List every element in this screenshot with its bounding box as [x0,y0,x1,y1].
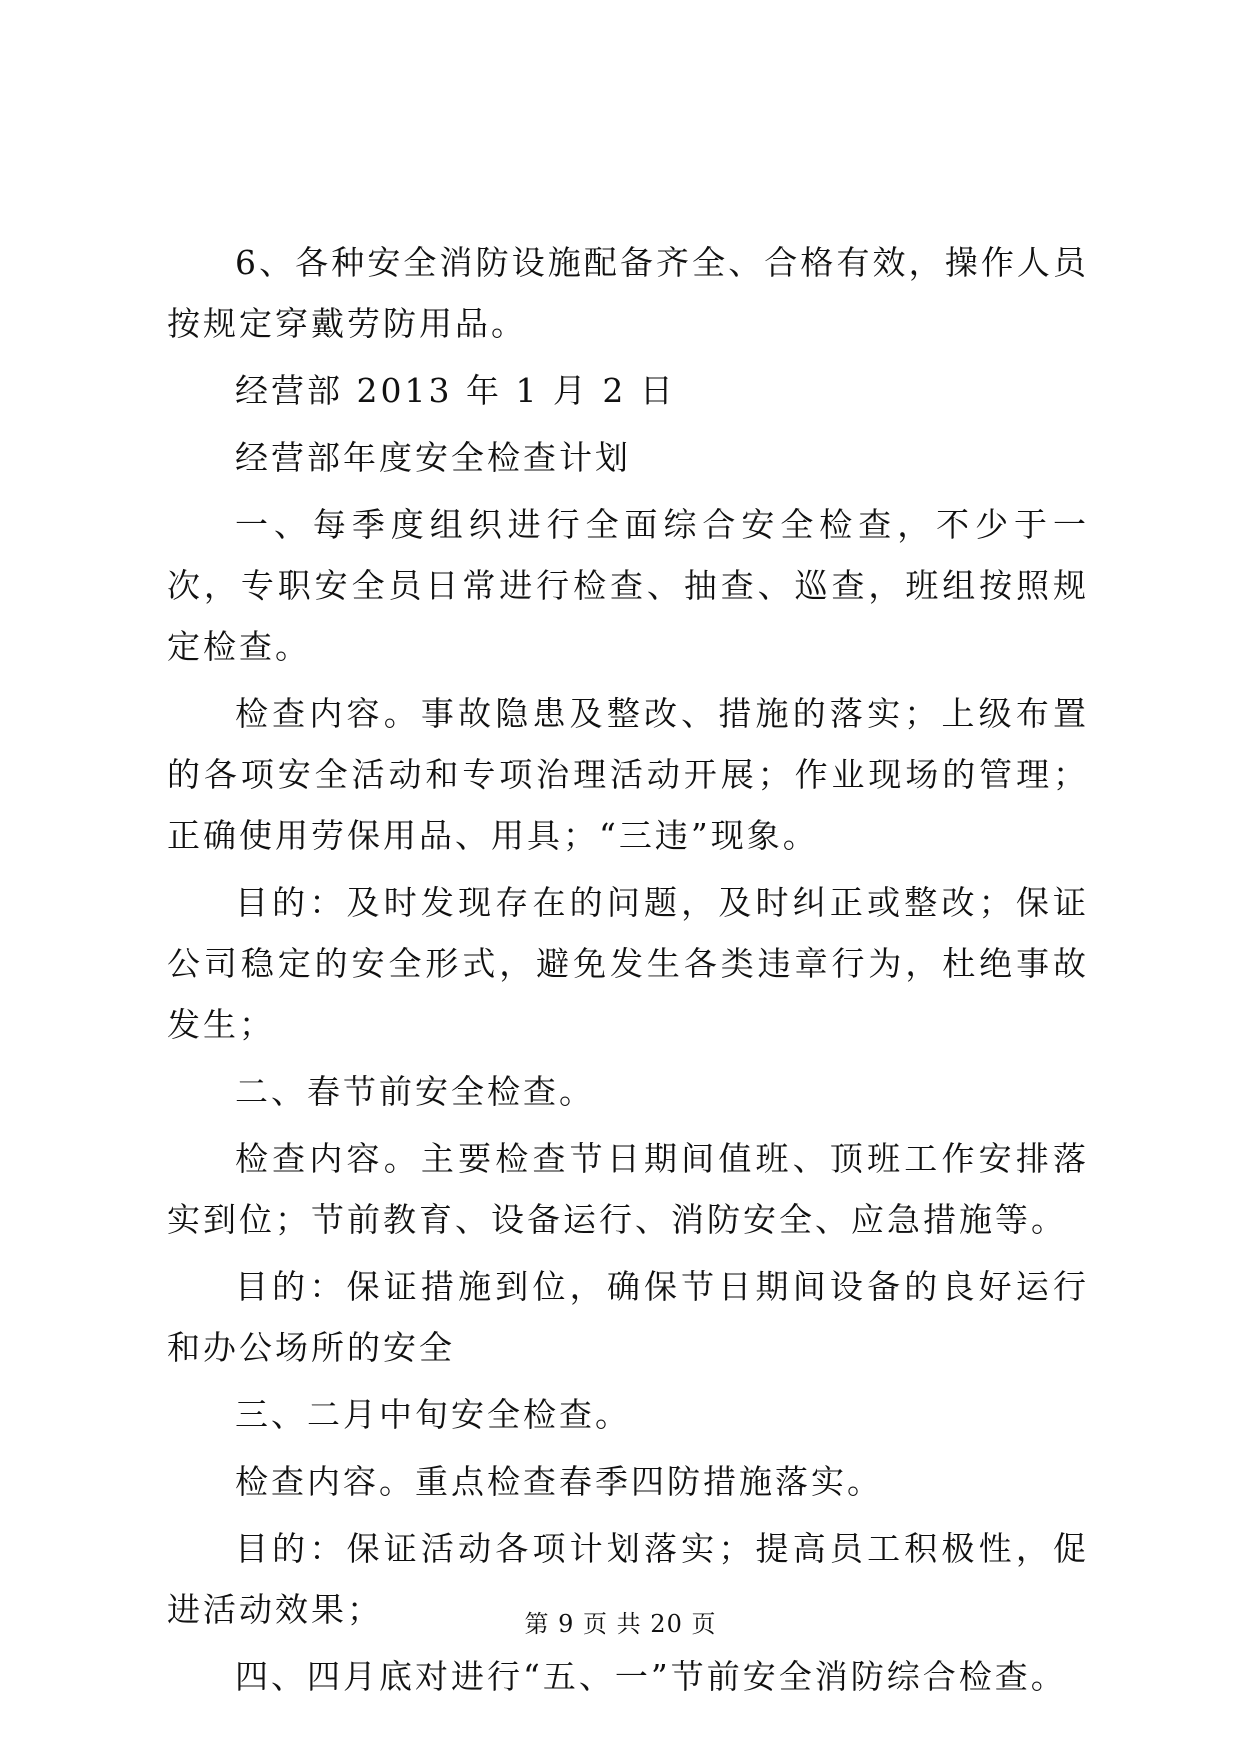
paragraph-section-1: 一、每季度组织进行全面综合安全检查，不少于一次，专职安全员日常进行检查、抽查、巡查，班组按照规定检查。 [167,505,1089,666]
paragraph-equipment-requirement: 6、各种安全消防设施配备齐全、合格有效，操作人员按规定穿戴劳防用品。 [167,243,1089,343]
paragraph-plan-title: 经营部年度安全检查计划 [235,438,631,477]
document-body [167,232,1089,1707]
paragraph-section-3-purpose: 目的：保证活动各项计划落实；提高员工积极性，促进活动效果； [167,1529,1089,1629]
paragraph-section-3: 三、二月中旬安全检查。 [235,1395,631,1434]
paragraph-section-1-purpose: 目的：及时发现存在的问题，及时纠正或整改；保证公司稳定的安全形式，避免发生各类违章行为，杜绝事故发生； [167,883,1089,1044]
paragraph-section-1-content: 检查内容。事故隐患及整改、措施的落实；上级布置的各项安全活动和专项治理活动开展；作业现场的管理；正确使用劳保用品、用具；“三违”现象。 [167,694,1089,855]
paragraph-section-3-content: 检查内容。重点检查春季四防措施落实。 [235,1462,883,1501]
paragraph-section-2-content: 检查内容。主要检查节日期间值班、顶班工作安排落实到位；节前教育、设备运行、消防安全、应急措施等。 [167,1139,1089,1239]
paragraph-signature-date: 经营部 2013 年 1 月 2 日 [235,371,676,410]
page-number-footer: 第 9 页 共 20 页 [524,1610,717,1638]
paragraph-section-4: 四、四月底对进行“五、一”节前安全消防综合检查。 [235,1657,1067,1696]
paragraph-section-2-purpose: 目的：保证措施到位，确保节日期间设备的良好运行和办公场所的安全 [167,1267,1089,1367]
paragraph-section-2: 二、春节前安全检查。 [235,1072,595,1111]
